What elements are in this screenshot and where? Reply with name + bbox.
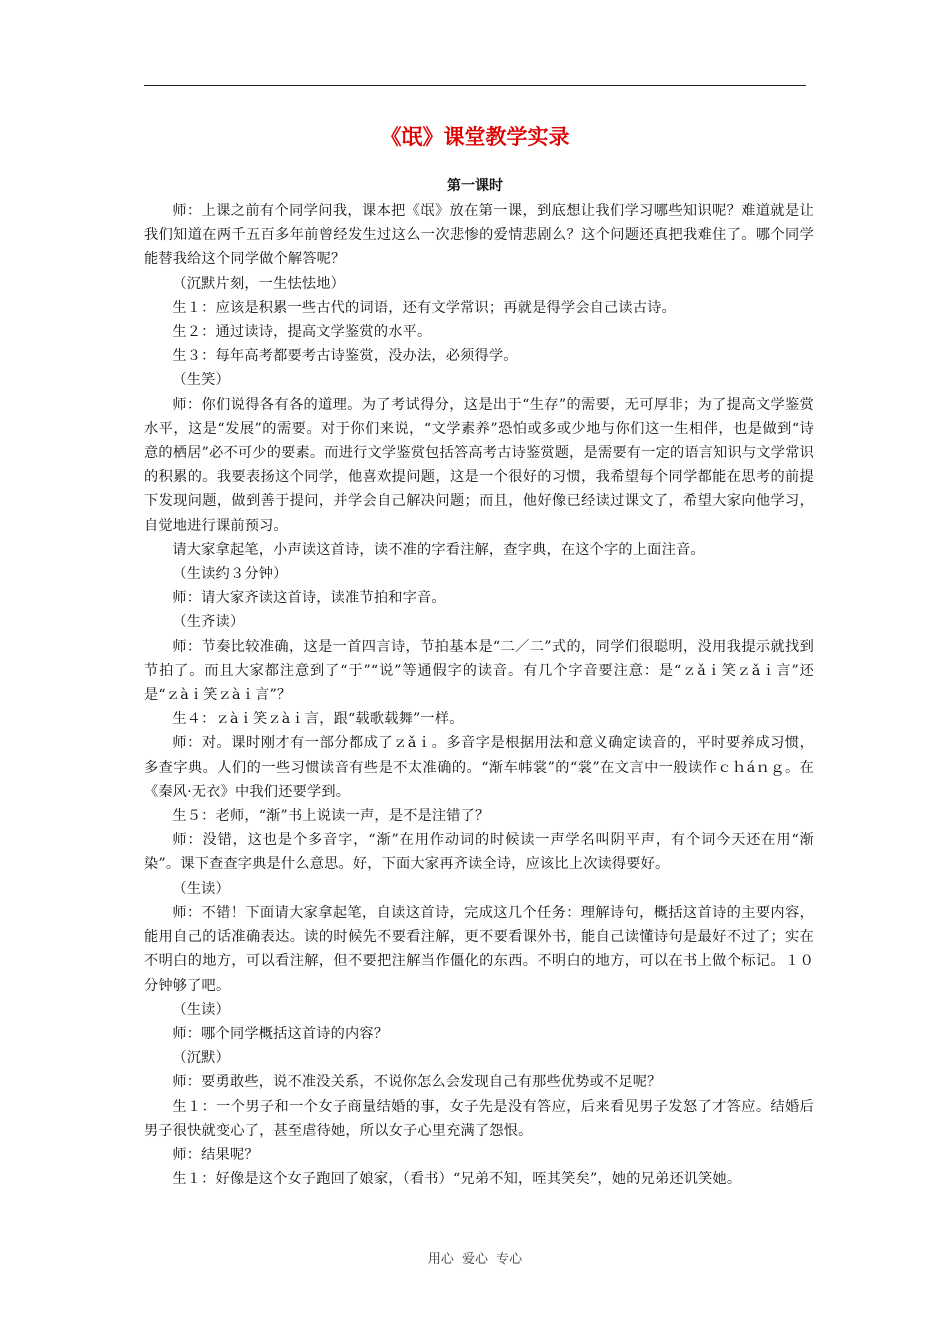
paragraph: 师：不错！下面请大家拿起笔，自读这首诗，完成这几个任务：理解诗句，概括这首诗的主要内容，能用自己的话准确表达。读的时候先不要看注解，更不要看课外书，能自己读懂诗句是最好不过了；实在不明白的地方，可以看注解，但不要把注解当作僵化的东西。不明白的地方，可以在书上做个标记。１０分钟够了吧。 [144,904,814,994]
paragraph: （沉默片刻，一生怯怯地） [172,275,346,292]
paragraph: （生齐读） [172,614,245,631]
document-title: 《氓》课堂教学实录 [380,125,570,149]
document-body [144,199,814,1191]
paragraph: 师：哪个同学概括这首诗的内容？ [172,1025,389,1042]
paragraph: 生１：好像是这个女子跑回了娘家，（看书）“兄弟不知，咥其笑矣”，她的兄弟还讥笑她。 [172,1171,742,1188]
paragraph: 师：结果呢？ [172,1146,259,1163]
paragraph: （生笑） [172,372,230,389]
paragraph: 生２：通过读诗，提高文学鉴赏的水平。 [172,324,432,341]
paragraph: （沉默） [172,1050,230,1067]
paragraph: （生读） [172,1001,230,1018]
paragraph: 生４：ｚàｉ笑ｚàｉ言，跟“载歌载舞”一样。 [172,711,464,728]
section-heading: 第一课时 [447,178,503,194]
paragraph: 请大家拿起笔，小声读这首诗，读不准的字看注解，查字典，在这个字的上面注音。 [172,541,705,558]
page-footer: 用心 爱心 专心 [427,1252,523,1267]
paragraph: 师：请大家齐读这首诗，读准节拍和字音。 [172,590,446,607]
paragraph: 师：对。课时刚才有一部分都成了ｚǎｉ。多音字是根据用法和意义确定读音的，平时要养成习惯，多查字典。人们的一些习惯读音有些是不太准确的。“渐车帏裳”的“裳”在文言中一般读作ｃｈáｎｇ。在《秦风·无衣》中我们还要学到。 [144,735,814,800]
header-rule [144,85,806,86]
paragraph: 生１：一个男子和一个女子商量结婚的事，女子先是没有答应，后来看见男子发怒了才答应。结婚后男子很快就变心了，甚至虐待她，所以女子心里充满了怨恨。 [144,1098,814,1139]
paragraph: 师：没错，这也是个多音字，“渐”在用作动词的时候读一声学名叫阴平声，有个词今天还在用“渐染”。课下查查字典是什么意思。好，下面大家再齐读全诗，应该比上次读得要好。 [144,832,814,873]
paragraph: 师：节奏比较准确，这是一首四言诗，节拍基本是“二／二”式的，同学们很聪明，没用我提示就找到节拍了。而且大家都注意到了“于”“说”等通假字的读音。有几个字音要注意：是“ｚǎｉ笑ｚǎｉ言”还是“ｚàｉ笑ｚàｉ言”？ [144,638,814,704]
paragraph: 师：你们说得各有各的道理。为了考试得分，这是出于“生存”的需要，无可厚非；为了提高文学鉴赏水平，这是“发展”的需要。对于你们来说，“文学素养”恐怕或多或少地与你们这一生相伴，也是做到“诗意的栖居”必不可少的要素。而进行文学鉴赏包括答高考古诗鉴赏题，是需要有一定的语言知识与文学常识的积累的。我要表扬这个同学，他喜欢提问题，这是一个很好的习惯，我希望每个同学都能在思考的前提下发现问题，做到善于提问，并学会自己解决问题；而且，他好像已经读过课文了，希望大家向他学习，自觉地进行课前预习。 [144,396,814,534]
paragraph: （生读） [172,880,230,897]
paragraph: 师：要勇敢些，说不准没关系，不说你怎么会发现自己有那些优势或不足呢？ [172,1074,662,1091]
paragraph: 生３：每年高考都要考古诗鉴赏，没办法，必须得学。 [172,348,518,365]
paragraph: 生１：应该是积累一些古代的词语，还有文学常识；再就是得学会自己读古诗。 [172,299,676,316]
paragraph: 生５：老师，“渐”书上说读一声，是不是注错了？ [172,808,490,825]
paragraph: 师：上课之前有个同学问我，课本把《氓》放在第一课，到底想让我们学习哪些知识呢？难道就是让我们知道在两千五百多年前曾经发生过这么一次悲惨的爱情悲剧么？这个问题还真把我难住了。哪个同学能替我给这个同学做个解答呢？ [144,203,814,268]
paragraph: （生读约３分钟） [172,566,288,583]
